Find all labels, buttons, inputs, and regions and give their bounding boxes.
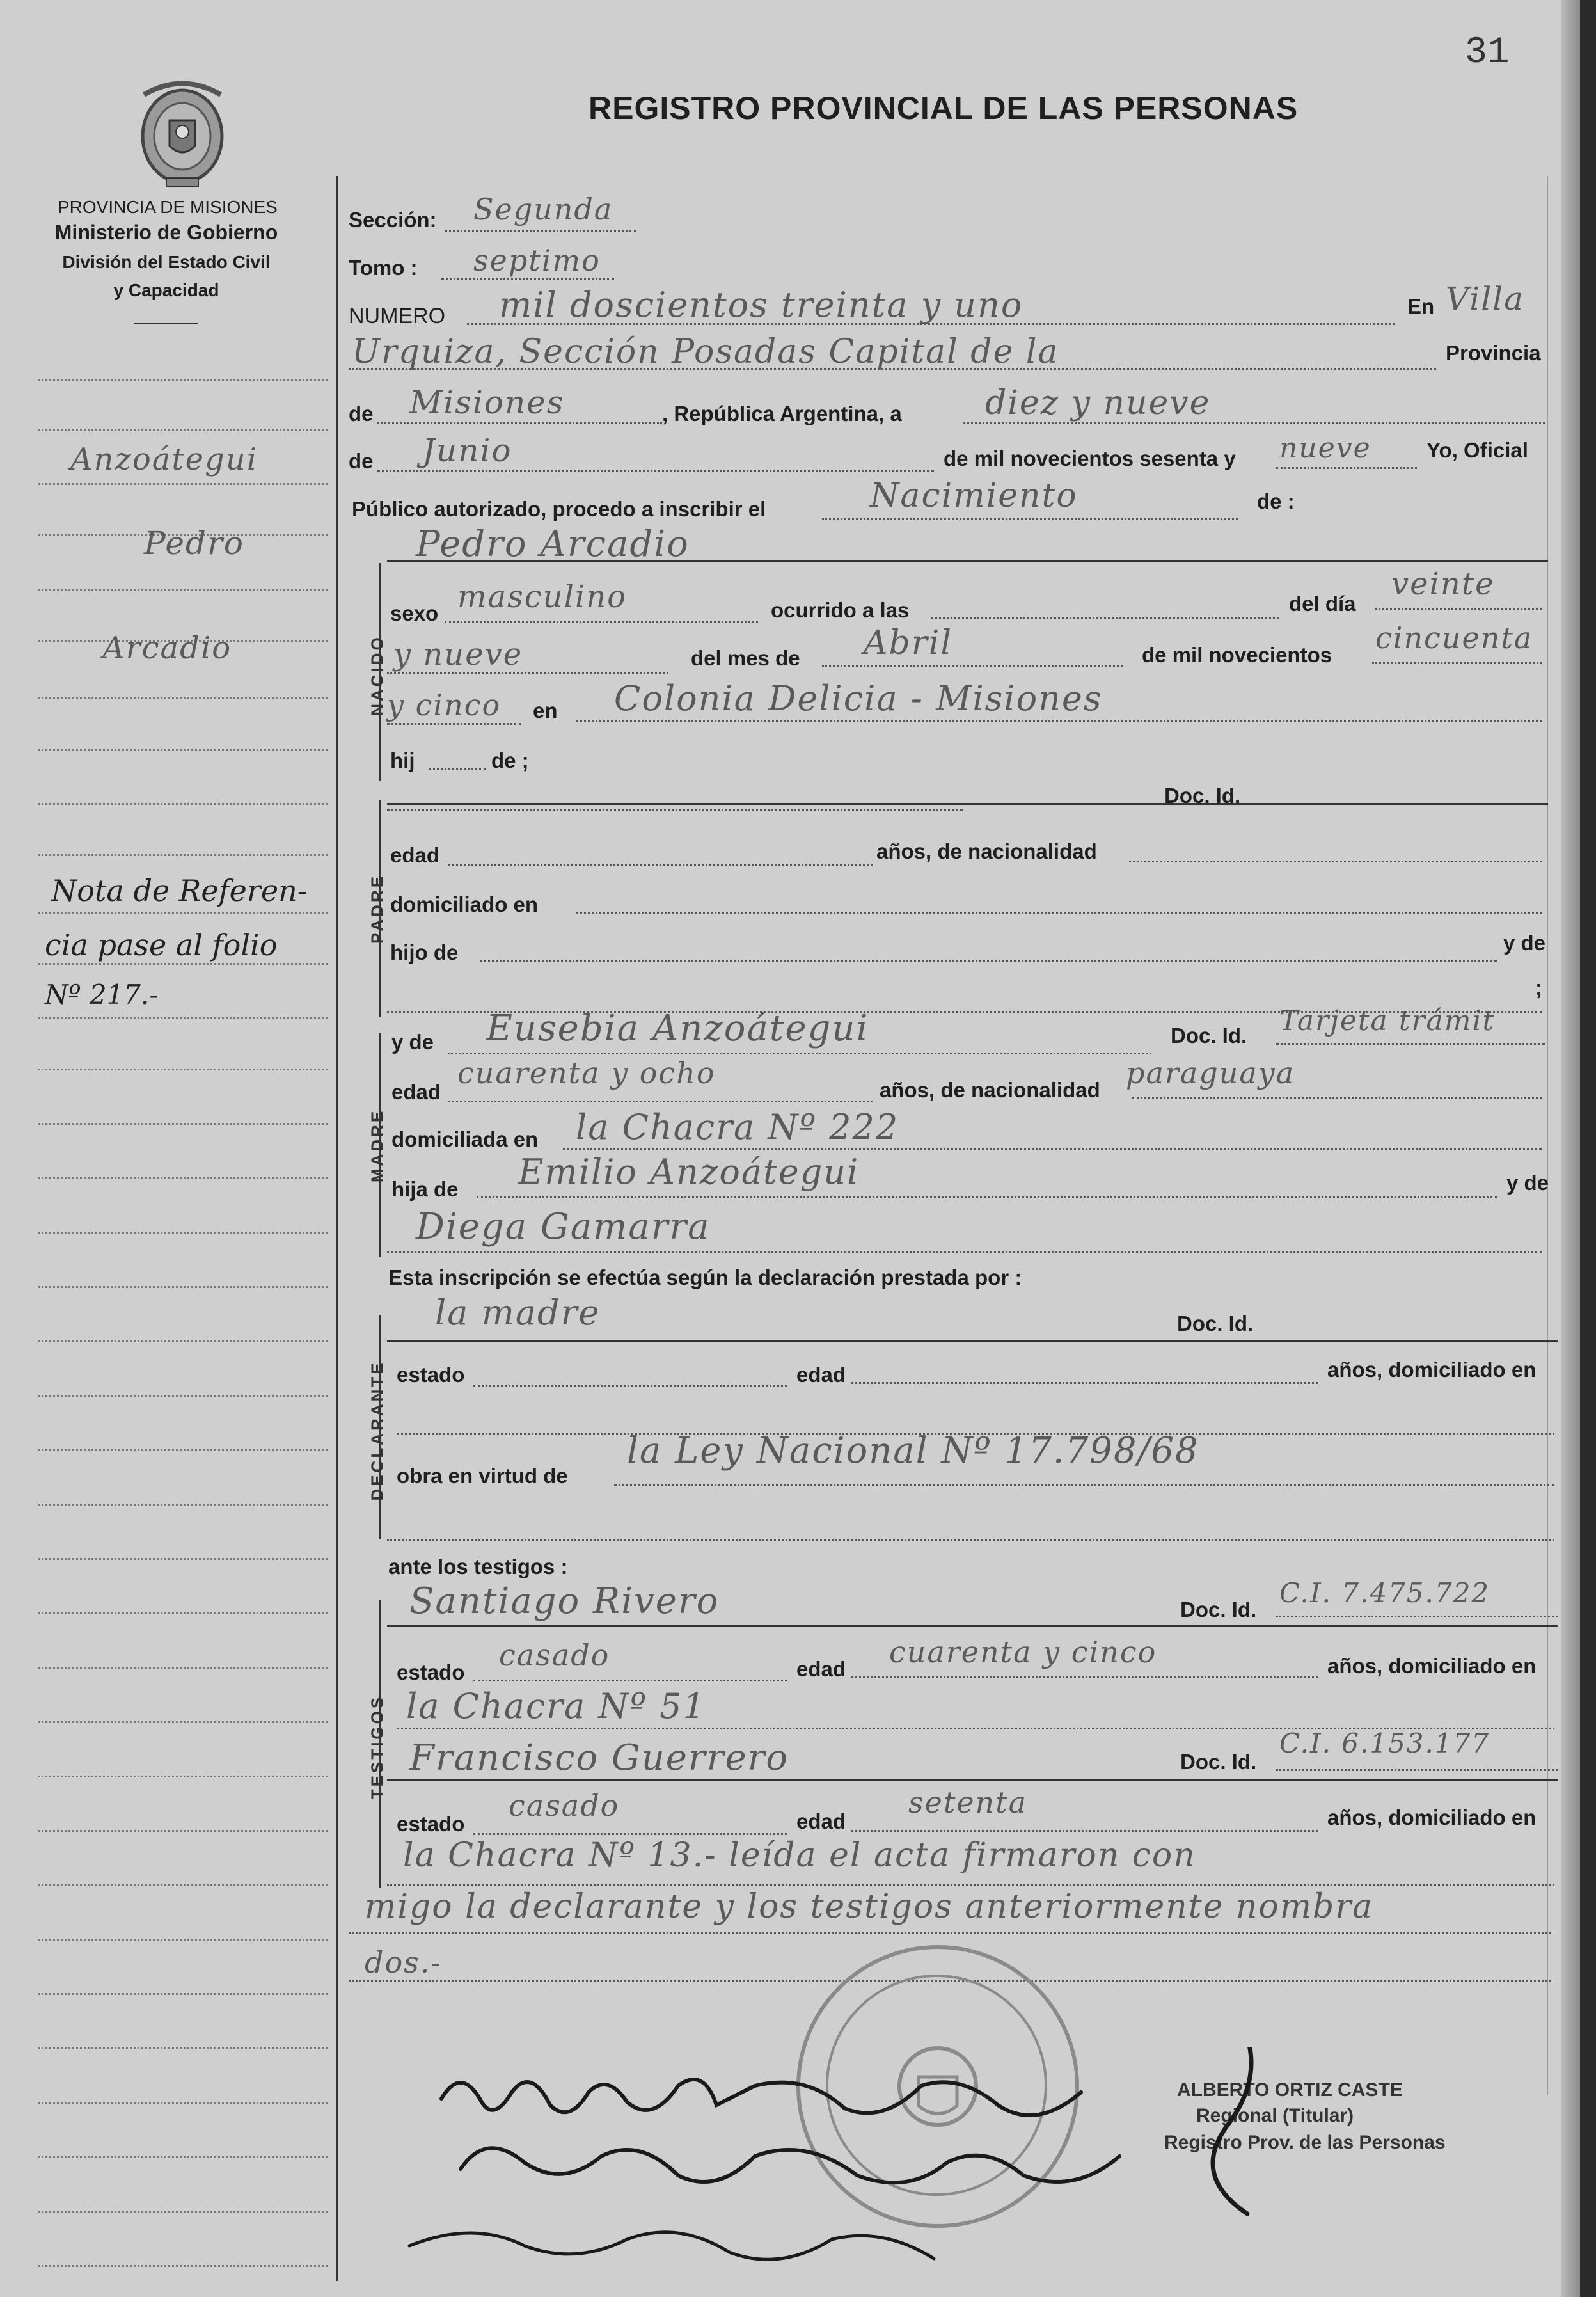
ley-value: la Ley Nacional Nº 17.798/68 xyxy=(627,1430,1199,1472)
madre-domicilio-value: la Chacra Nº 222 xyxy=(576,1107,899,1147)
margin-first-name: Pedro xyxy=(144,525,244,562)
dia-nac-value-1: veinte xyxy=(1391,566,1495,602)
padre-domicilio-label: domiciliado en xyxy=(390,893,539,916)
del-mes-label: del mes de xyxy=(691,646,800,670)
division-label: División del Estado Civil xyxy=(62,252,271,272)
declarante-estado-label: estado xyxy=(397,1363,465,1387)
testigos-section-label: TESTIGOS xyxy=(367,1694,387,1800)
madre-padre-value: Emilio Anzoátegui xyxy=(518,1152,860,1192)
ano-nac-value-2: y cinco xyxy=(387,688,502,722)
madre-nacionalidad-value: paraguaya xyxy=(1126,1056,1295,1090)
right-border xyxy=(1547,176,1548,2095)
testigo1-anos-dom-label: años, domiciliado en xyxy=(1327,1654,1537,1678)
cierre-line2: migo la declarante y los testigos anteriormente nombra xyxy=(365,1888,1374,1926)
yo-oficial-label: Yo, Oficial xyxy=(1426,438,1528,462)
madre-nacionalidad-label: años, de nacionalidad xyxy=(880,1078,1100,1102)
en-label: En xyxy=(1407,294,1435,318)
declaracion-label: Esta inscripción se efectúa según la declaración prestada por : xyxy=(388,1266,1022,1289)
declarante-edad-label: edad xyxy=(796,1363,846,1387)
padre-nacionalidad-label: años, de nacionalidad xyxy=(876,839,1097,863)
publico-label: Público autorizado, procedo a inscribir el xyxy=(352,497,766,521)
declarante-section-label: DECLARANTE xyxy=(367,1360,387,1501)
numero-label: NUMERO xyxy=(349,304,446,328)
tomo-label: Tomo : xyxy=(349,256,418,280)
coat-of-arms-icon xyxy=(131,76,233,191)
testigo2-doc-value: C.I. 6.153.177 xyxy=(1279,1728,1490,1759)
testigo2-estado-value: casado xyxy=(509,1788,620,1823)
mil-novecientos-label: de mil novecientos xyxy=(1142,643,1332,667)
madre-doc-label: Doc. Id. xyxy=(1171,1024,1247,1047)
division-label-2: y Capacidad xyxy=(113,280,219,300)
testigo2-edad-value: setenta xyxy=(908,1785,1028,1820)
padre-section-label: PADRE xyxy=(367,873,387,944)
nacido-section-label: NACIDO xyxy=(367,635,387,716)
madre-nombre-value: Eusebia Anzoátegui xyxy=(486,1008,869,1049)
madre-edad-value: cuarenta y ocho xyxy=(457,1056,716,1090)
obra-label: obra en virtud de xyxy=(397,1464,568,1488)
de-label: de xyxy=(349,402,374,425)
padre-doc-label: Doc. Id. xyxy=(1164,784,1241,807)
testigo1-doc-value: C.I. 7.475.722 xyxy=(1279,1577,1490,1609)
nombre-value: Pedro Arcadio xyxy=(416,523,690,565)
officer-stamp-name: ALBERTO ORTIZ CASTE xyxy=(1177,2079,1403,2101)
madre-madre-value: Diega Gamarra xyxy=(416,1206,711,1248)
margin-column-divider xyxy=(336,176,338,2281)
testigo1-edad-value: cuarenta y cinco xyxy=(889,1635,1157,1669)
provincia-value: Misiones xyxy=(409,384,565,421)
page-number: 31 xyxy=(1465,32,1510,74)
padre-edad-label: edad xyxy=(390,843,440,867)
hij-label: hij xyxy=(390,749,415,772)
madre-edad-label: edad xyxy=(391,1080,441,1104)
numero-value: mil doscientos treinta y uno xyxy=(499,285,1023,325)
testigo1-doc-label: Doc. Id. xyxy=(1180,1598,1257,1621)
seccion-value: Segunda xyxy=(473,192,613,227)
de-colon-label: de : xyxy=(1257,489,1295,513)
cierre-line3: dos.- xyxy=(365,1945,442,1980)
testigo1-estado-value: casado xyxy=(499,1638,610,1673)
padre-hijo-de-label: hijo de xyxy=(390,941,459,964)
madre-section-label: MADRE xyxy=(367,1108,387,1183)
sexo-label: sexo xyxy=(390,601,439,625)
padre-semicolon: ; xyxy=(1535,976,1542,999)
lugar-nac-value: Colonia Delicia - Misiones xyxy=(614,678,1103,719)
declarante-value: la madre xyxy=(435,1292,601,1333)
sexo-value: masculino xyxy=(457,579,628,615)
testigo1-domicilio-value: la Chacra Nº 51 xyxy=(406,1686,706,1726)
ministry-label: Ministerio de Gobierno xyxy=(54,221,278,244)
cierre-line1: la Chacra Nº 13.- leída el acta firmaron con xyxy=(403,1836,1196,1875)
document-title: REGISTRO PROVINCIAL DE LAS PERSONAS xyxy=(589,90,1299,126)
testigo2-value: Francisco Guerrero xyxy=(409,1737,789,1779)
madre-hija-de-label: hija de xyxy=(391,1177,459,1201)
testigo2-edad-label: edad xyxy=(796,1809,846,1833)
margin-note-line3: Nº 217.- xyxy=(45,979,159,1010)
testigo1-estado-label: estado xyxy=(397,1660,465,1684)
mes-nac-value: Abril xyxy=(864,624,952,662)
ante-label: ante los testigos : xyxy=(388,1555,568,1578)
testigo2-estado-label: estado xyxy=(397,1812,465,1836)
margin-note-line1: Nota de Referen- xyxy=(51,873,308,908)
province-label: PROVINCIA DE MISIONES xyxy=(58,197,278,217)
testigo1-value: Santiago Rivero xyxy=(409,1580,720,1622)
madre-domicilio-label: domiciliada en xyxy=(391,1127,539,1151)
dia-nac-value-2: y nueve xyxy=(393,637,523,672)
acto-value: Nacimiento xyxy=(870,477,1078,515)
ano-value: nueve xyxy=(1279,432,1371,465)
mil-sesenta-label: de mil novecientos sesenta y xyxy=(944,447,1236,470)
declarante-anos-dom-label: años, domiciliado en xyxy=(1327,1358,1537,1381)
en-value-2: Urquiza, Sección Posadas Capital de la xyxy=(352,333,1059,371)
madre-doc-value: Tarjeta trámit xyxy=(1279,1005,1496,1037)
del-dia-label: del día xyxy=(1289,592,1356,616)
madre-y-de-label-2: y de xyxy=(1506,1171,1549,1195)
de-semicolon-label: de ; xyxy=(491,749,529,772)
dia-value: diez y nueve xyxy=(985,384,1211,422)
seccion-label: Sección: xyxy=(349,208,437,232)
en-value-1: Villa xyxy=(1446,280,1525,317)
margin-surname: Anzoátegui xyxy=(70,441,258,477)
tomo-value: septimo xyxy=(473,243,601,278)
republica-label: , República Argentina, a xyxy=(662,402,902,425)
padre-y-de-label: y de xyxy=(1503,931,1546,955)
ano-nac-value-1: cincuenta xyxy=(1375,621,1533,655)
header-divider xyxy=(134,323,198,324)
madre-y-de-label: y de xyxy=(391,1030,434,1054)
ocurrido-label: ocurrido a las xyxy=(771,598,910,622)
signatures xyxy=(358,2047,1318,2291)
de-label-2: de xyxy=(349,449,374,473)
margin-note-line2: cia pase al folio xyxy=(45,928,278,962)
officer-stamp-registry: Registro Prov. de las Personas xyxy=(1164,2132,1446,2153)
mes-value: Junio xyxy=(422,432,512,469)
provincia-label: Provincia xyxy=(1446,341,1541,365)
officer-stamp-title: Regional (Titular) xyxy=(1196,2105,1354,2126)
declarante-doc-label: Doc. Id. xyxy=(1177,1312,1254,1335)
testigo1-edad-label: edad xyxy=(796,1657,846,1681)
en-lower-label: en xyxy=(533,699,558,722)
testigo2-doc-label: Doc. Id. xyxy=(1180,1750,1257,1774)
margin-second-name: Arcadio xyxy=(102,630,232,666)
testigo2-anos-dom-label: años, domiciliado en xyxy=(1327,1806,1537,1829)
